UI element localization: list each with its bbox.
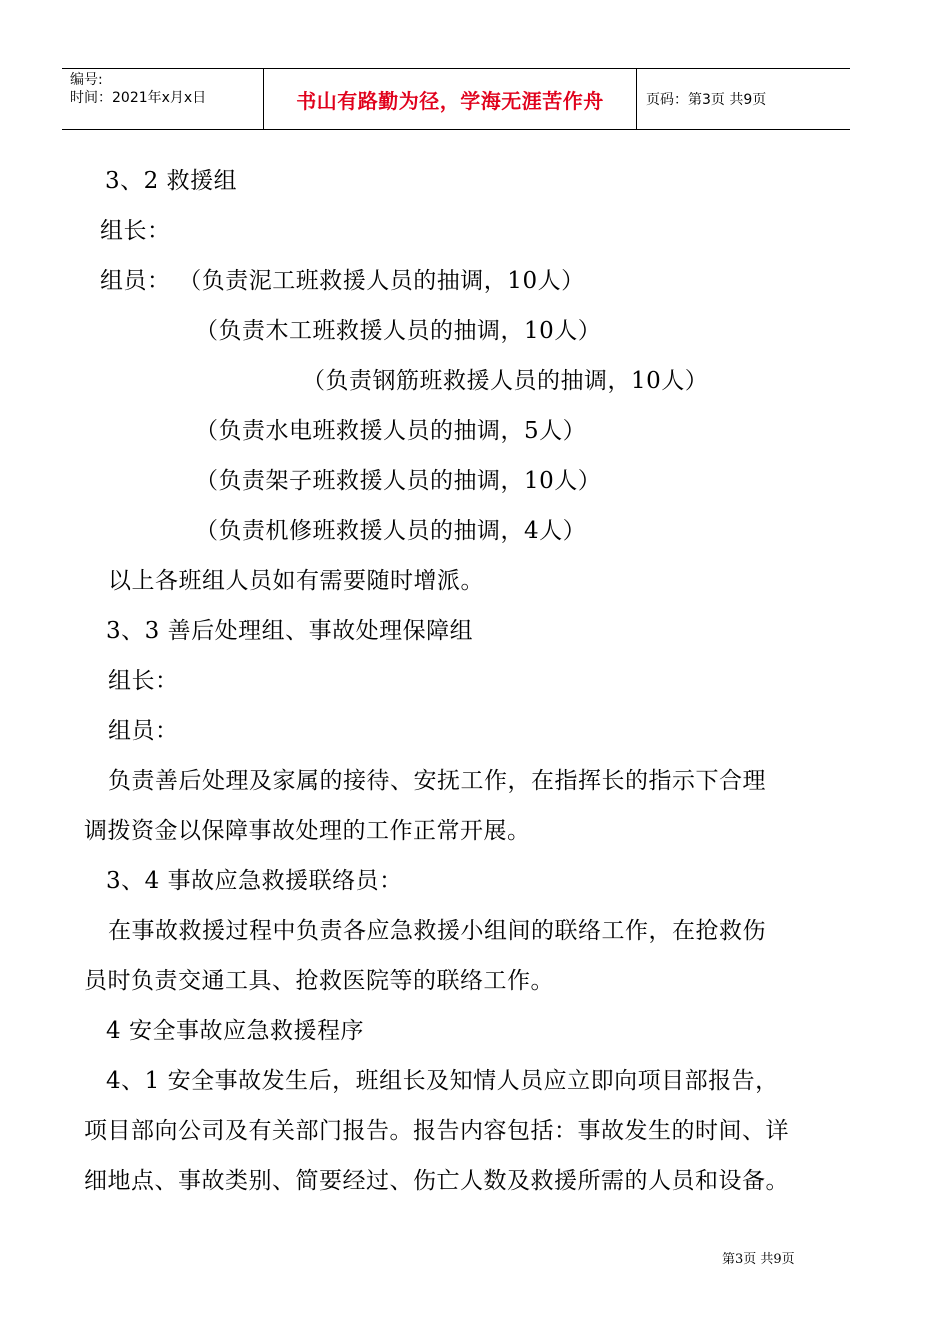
- body-line: 4、1 安全事故发生后，班组长及知情人员应立即向项目部报告，: [106, 1068, 779, 1094]
- body-line: 细地点、事故类别、简要经过、伤亡人数及救援所需的人员和设备。: [84, 1168, 789, 1194]
- body-line: 组员：: [108, 718, 179, 744]
- body-line: 组员： （负责泥工班救援人员的抽调，10人）: [100, 268, 585, 294]
- body-line: （负责水电班救援人员的抽调，5人）: [195, 418, 587, 444]
- footer-page-number: 第3页 共9页: [722, 1252, 795, 1267]
- body-line: 调拨资金以保障事故处理的工作正常开展。: [84, 818, 531, 844]
- body-line: 项目部向公司及有关部门报告。报告内容包括：事故发生的时间、详: [84, 1118, 789, 1144]
- document-time-label: 时间：2021年x月x日: [70, 90, 207, 106]
- header-divider: [636, 69, 637, 129]
- body-line: 组长：: [108, 668, 179, 694]
- body-line: 负责善后处理及家属的接待、安抚工作，在指挥长的指示下合理: [108, 768, 766, 794]
- section-heading-3-4: 3、4 事故应急救援联络员：: [106, 868, 403, 894]
- body-line: 组长：: [100, 218, 171, 244]
- body-line: （负责架子班救援人员的抽调，10人）: [195, 468, 602, 494]
- body-line: 在事故救援过程中负责各应急救援小组间的联络工作，在抢救伤: [108, 918, 766, 944]
- body-line: （负责木工班救援人员的抽调，10人）: [195, 318, 602, 344]
- body-line: （负责机修班救援人员的抽调，4人）: [195, 518, 587, 544]
- header-page-number: 页码：第3页 共9页: [646, 92, 767, 108]
- body-line: 以上各班组人员如有需要随时增派。: [108, 568, 484, 594]
- section-heading-4: 4 安全事故应急救援程序: [106, 1018, 364, 1044]
- header-motto: 书山有路勤为径，学海无涯苦作舟: [296, 88, 604, 113]
- section-heading-3-2: 3、2 救援组: [105, 168, 238, 194]
- section-heading-3-3: 3、3 善后处理组、事故处理保障组: [106, 618, 474, 644]
- header-meta: [70, 71, 206, 107]
- body-line: （负责钢筋班救援人员的抽调，10人）: [302, 368, 709, 394]
- page-header: [62, 68, 850, 130]
- document-number-label: 编号:: [70, 72, 103, 88]
- body-line: 员时负责交通工具、抢救医院等的联络工作。: [84, 968, 554, 994]
